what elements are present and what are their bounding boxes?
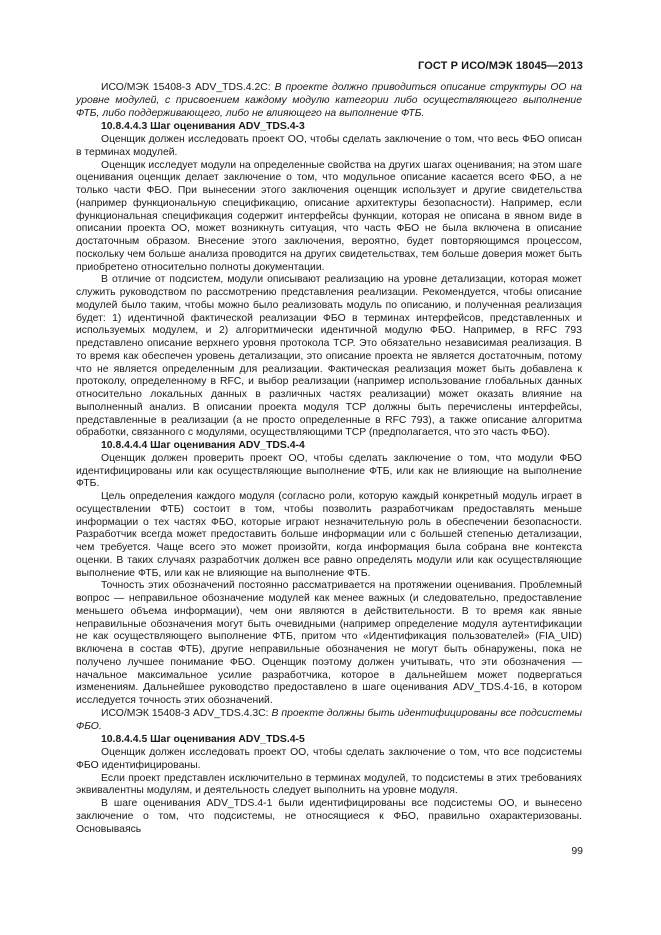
- section-heading: 10.8.4.4.5 Шаг оценивания ADV_TDS.4-5: [101, 734, 305, 746]
- section-heading: 10.8.4.4.4 Шаг оценивания ADV_TDS.4-4: [101, 440, 305, 451]
- paragraph: Точность этих обозначений постоянно рассматривается на протяжении оценивания. Проблемный вопрос — неправильное обозначение модулей как менее важных (и следовательно, предоставление меньшего объема информации), чем они являются в действительности. В то время как явные неправильные обозначения могут быть очевидными (например определение модуля аутентификации не как осуществляющего выполнение ФТБ, притом что «Идентификация пользователей» (FIA_UID) включена в состав ФТБ), другие неправильные обозначения не могут быть обнаружены, пока не получено лучшее понимание ФБО. Оценщик поэтому должен учитывать, что эти обозначения — начальное максимальное усилие разработчика, которое в дальнейшем может подвергаться изменениям. Дальнейшее руководство предоставлено в шаге оценивания ADV_TDS.4-16, в котором исследуется точность этих обозначений.: [76, 580, 582, 706]
- paragraph: В шаге оценивания ADV_TDS.4-1 были идентифицированы все подсистемы ОО, и вынесено заключение о том, что подсистемы, не относящиеся к ФБО, правильно охарактеризованы. Основываясь: [76, 798, 582, 835]
- requirement-text: В проекте должно приводиться описание структуры ОО на уровне модулей, с присвоением каждому модулю категории либо осуществляющего выполнение ФТБ, либо поддерживающего, либо не влияющего на выполнение ФТБ.: [76, 82, 582, 119]
- page-body: [76, 82, 582, 836]
- requirement-text: В проекте должны быть идентифицированы все подсистемы ФБО.: [76, 707, 582, 732]
- paragraph: Оценщик исследует модули на определенные свойства на других шагах оценивания; на этом шаге оценивания оценщик делает заключение о том, что модульное описание касается всего ФБО, а не только части ФБО. При вынесении этого заключения оценщик использует и другие свидетельства (например функциональную спецификацию, описание архитектуры безопасности). Например, если функциональная спецификация содержит интерфейсы функции, которая не описана в явном виде в описании проекта ОО, может возникнуть ситуация, что часть ФБО не была включена в описание достаточным образом. Внесение этого заключения, вероятно, будет повторяющимся процессом, поскольку чем больше анализа проводится на других свидетельствах, тем больше доверия может быть приобретено относительно полноты документации.: [76, 159, 582, 273]
- requirement-ref: ИСО/МЭК 15408-3 ADV_TDS.4.2С:: [101, 82, 275, 93]
- paragraph: В отличие от подсистем, модули описывают реализацию на уровне детализации, которая может служить руководством по рассмотрению представления реализации. Рекомендуется, чтобы описание модулей было таким, чтобы можно было реализовать модуль по описанию, и полученная реализация будет: 1) идентичной фактической реализации ФБО в терминах интерфейсов, представленных и используемых модулем, и 2) алгоритмически идентичной модулю ФБО. Например, в RFC 793 представлено описание верхнего уровня протокола TCP. Это обязательно независимая реализация. В то время как обеспечен уровень детализации, это описание проекта не является достаточным, потому что не является определенным для реализации. Фактическая реализация может быть добавлена к протоколу, определенному в RFC, и выбор реализации (например использование глобальных данных относительно локальных данных в различных частях реализации) может оказать влияние на выполненный анализ. В описании проекта модуля TCP должны быть перечислены интерфейсы, представленные в реализации (а не просто определенные в RFC 793), а также описание алгоритма обработки, связанного с модулями, осуществляющими TCP (предполагается, что это часть ФБО).: [76, 274, 582, 439]
- paragraph: [76, 708, 582, 734]
- paragraph: Цель определения каждого модуля (согласно роли, которую каждый конкретный модуль играет в осуществлении ФТБ) состоит в том, чтобы позволить разработчикам предоставлять меньше информации о тех частях ФБО, которые играют незначительную роль в обеспечении безопасности. Разработчик всегда может предоставить больше информации или с большей степенью детализации, чем требуется. Чаще всего это может произойти, когда информация была собрана вне контекста оценки. В таких случаях разработчик должен все равно определять модули или как осуществляющие выполнение ФТБ, или как не влияющие на выполнение ФТБ.: [76, 491, 582, 579]
- section-heading: 10.8.4.4.3 Шаг оценивания ADV_TDS.4-3: [101, 121, 305, 133]
- paragraph: [76, 82, 582, 120]
- paragraph: Если проект представлен исключительно в терминах модулей, то подсистемы в этих требованиях эквивалентны модулям, и деятельность следует выполнить на уровне модуля.: [76, 772, 582, 797]
- paragraph: Оценщик должен исследовать проект ОО, чтобы сделать заключение о том, что все подсистемы ФБО идентифицированы.: [76, 747, 582, 771]
- paragraph: Оценщик должен исследовать проект ОО, чтобы сделать заключение о том, что весь ФБО описан в терминах модулей.: [76, 134, 582, 158]
- paragraph: Оценщик должен проверить проект ОО, чтобы сделать заключение о том, что модули ФБО идентифицированы или как осуществляющие выполнение ФТБ, или как не влияющие на выполнение ФТБ.: [76, 452, 582, 490]
- page-header: ГОСТ Р ИСО/МЭК 18045—2013: [418, 60, 583, 72]
- requirement-ref: ИСО/МЭК 15408-3 ADV_TDS.4.3С:: [101, 707, 272, 719]
- page-number: 99: [571, 845, 583, 857]
